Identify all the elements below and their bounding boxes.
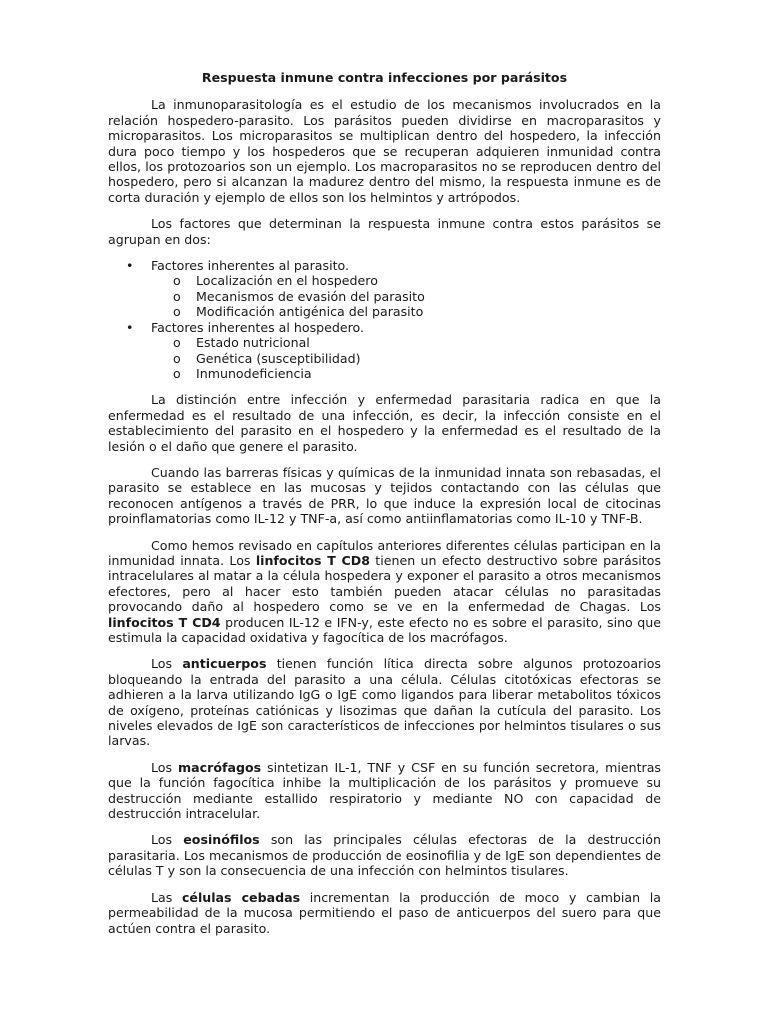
document-page [108,70,661,947]
sublist-item-label: Inmunodeficiencia [196,365,312,381]
paragraph-mast-cells [108,890,661,936]
paragraph-infection-vs-disease: La distinción entre infección y enfermedad parasitaria radica en que la enfermedad es el resultado de una infección, es decir, la infección consiste en el establecimiento del parasito en el hospedero y la enfermedad es el resultado de la lesión o el daño que genere el parasito. [108,392,661,454]
sublist-host [151,335,661,381]
text-run: Las [151,889,182,905]
circle-bullet-icon: o [173,350,181,366]
term-anticuerpos: anticuerpos [182,656,267,672]
term-eosinofilos: eosinófilos [183,832,260,848]
circle-bullet-icon: o [173,335,181,351]
circle-bullet-icon: o [173,304,181,320]
document-title: Respuesta inmune contra infecciones por parásitos [201,70,568,85]
paragraph-intro: La inmunoparasitología es el estudio de los mecanismos involucrados en la relación hospedero-parasito. Los parásitos pueden dividirse en macroparasitos y microparasitos. Los microparasitos se multiplican dentro del hospedero, la infección dura poco tiempo y los hospederos que se recuperan adquieren inmunidad contra ellos, los protozoarios son un ejemplo. Los macroparasitos no se reproducen dentro del hospedero, pero si alcanzan la madurez dentro del mismo, la respuesta inmune es de corta duración y ejemplo de ellos son los helmintos y artrópodos. [108,97,661,205]
list-item-label: Factores inherentes al parasito. [151,258,349,274]
text-run: Los [151,656,183,672]
sublist-item [151,289,661,304]
sublist-item-label: Modificación antigénica del parasito [196,304,424,320]
circle-bullet-icon: o [173,288,181,304]
text-run: sintetizan IL-1, TNF y CSF en su función secretora, mientras que la función fagocítica inhibe la multiplicación de los parásitos y promueve su destrucción mediante estallido respiratorio y mediante NO con capacidad de destrucción intracelular. [108,759,661,822]
sublist-item [151,351,661,366]
bullet-icon: • [126,258,134,274]
text-run: tienen función lítica directa sobre algunos protozoarios bloqueando la entrada del parasito a una célula. Células citotóxicas efectoras se adhieren a la larva utilizando IgG o IgE como ligandos para liberar metabolitos tóxicos de oxígeno, proteínas catiónicas y lisozimas que dañan la cutícula del parasito. Los niveles elevados de IgE son característicos de infecciones por helmintos tisulares o sus larvas. [108,656,661,749]
paragraph-antibodies [108,656,661,748]
circle-bullet-icon: o [173,365,181,381]
term-macrofagos: macrófagos [178,759,262,775]
text-run: incrementan la producción de moco y cambian la permeabilidad de la mucosa permitiendo el paso de anticuerpos del suero para que actúen contra el parasito. [108,889,661,936]
factors-list [108,258,661,381]
paragraph-innate-barriers: Cuando las barreras físicas y químicas de la inmunidad innata son rebasadas, el parasito se establece en las mucosas y tejidos contactando con las células que reconocen antígenos a través de PRR, lo que induce la expresión local de citocinas proinflamatorias como IL-12 y TNF-a, así como antiinflamatorias como IL-10 y TNF-B. [108,464,661,527]
paragraph-factors: Los factores que determinan la respuesta inmune contra estos parásitos se agrupan en dos: [108,216,661,247]
sublist-item [151,273,661,288]
bullet-icon: • [126,319,134,335]
paragraph-lymphocytes [108,538,661,646]
text-run: son las principales células efectoras de la destrucción parasitaria. Los mecanismos de producción de eosinofilia y de IgE son dependientes de células T y son la consecuencia de una infección con helmintos tisulares. [108,832,661,879]
text-run: producen IL-12 e IFN-y, este efecto no es sobre el parasito, sino que estimula la capacidad oxidativa y fagocítica de los macrófagos. [108,614,662,645]
sublist-parasite [151,273,661,319]
circle-bullet-icon: o [173,273,181,289]
list-item-parasite-factors [108,258,661,320]
sublist-item [151,366,661,381]
text-run: tienen un efecto destructivo sobre parásitos intracelulares al matar a la célula hospedera y exponer el parasito a otros mecanismos efectores, pero al hacer esto también pueden atacar células no parasitadas provocando daño al hospedero como se ve en la enfermedad de Chagas. Los [108,552,662,615]
term-cd4: linfocitos T CD4 [108,614,221,630]
sublist-item-label: Estado nutricional [196,335,310,351]
text-run: Como hemos revisado en capítulos anteriores diferentes células participan en la inmunidad innata. Los [108,537,661,568]
term-cd8: linfocitos T CD8 [255,552,370,568]
sublist-item-label: Genética (susceptibilidad) [196,350,361,366]
sublist-item-label: Mecanismos de evasión del parasito [196,288,425,304]
sublist-item-label: Localización en el hospedero [196,273,378,289]
text-run: Los [151,759,179,775]
term-celulas-cebadas: células cebadas [181,889,301,905]
sublist-item [151,304,661,319]
list-item-host-factors [108,320,661,382]
list-item-label: Factores inherentes al hospedero. [151,319,365,335]
paragraph-macrophages [108,760,661,822]
sublist-item [151,335,661,350]
text-run: Los [151,832,184,848]
paragraph-eosinophils [108,832,661,878]
